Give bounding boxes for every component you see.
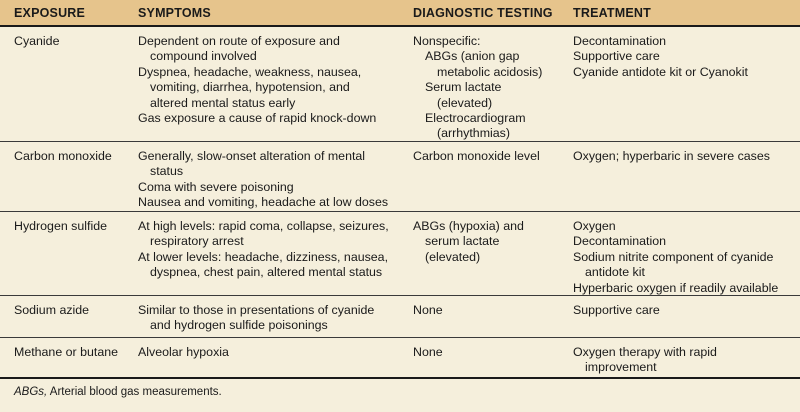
header-symptoms: SYMPTOMS: [138, 6, 211, 20]
diagnostic-cell: ABGs (hypoxia) and serum lactate (elevated): [413, 219, 524, 264]
table-row-methane-or-butane: [0, 338, 800, 377]
treatment-cell: Oxygen Decontamination Sodium nitrite component of cyanide antidote kit Hyperbaric oxygen if readily available: [573, 219, 779, 295]
treatment-cell: Decontamination Supportive care Cyanide antidote kit or Cyanokit: [573, 34, 748, 79]
table-row-cyanide: [0, 27, 800, 142]
treatment-cell: Oxygen; hyperbaric in severe cases: [573, 149, 770, 163]
footnote-text: Arterial blood gas measurements.: [47, 386, 222, 398]
exposure-cell: Cyanide: [14, 34, 60, 48]
symptoms-cell: Dependent on route of exposure and compound involved Dyspnea, headache, weakness, nausea, vomiting, diarrhea, hypotension, and altered mental status early Gas exposure a cause of rapid knock-down: [138, 34, 377, 126]
header-diagnostic-testing: DIAGNOSTIC TESTING: [413, 6, 553, 20]
diagnostic-cell: None: [413, 345, 443, 359]
diagnostic-cell: Nonspecific: ABGs (anion gap metabolic acidosis) Serum lactate (elevated) Electrocardiogram (arrhythmias): [413, 34, 543, 141]
header-exposure: EXPOSURE: [14, 6, 86, 20]
treatment-cell: Oxygen therapy with rapid improvement: [573, 345, 717, 375]
table-row-sodium-azide: [0, 296, 800, 338]
table-header-row: [0, 0, 800, 27]
header-treatment: TREATMENT: [573, 6, 651, 20]
exposure-cell: Methane or butane: [14, 345, 119, 359]
treatment-cell: Supportive care: [573, 303, 660, 317]
exposure-cell: Sodium azide: [14, 303, 90, 317]
exposure-cell: Carbon monoxide: [14, 149, 112, 163]
symptoms-cell: Similar to those in presentations of cyanide and hydrogen sulfide poisonings: [138, 303, 375, 333]
table-row-hydrogen-sulfide: [0, 212, 800, 296]
symptoms-cell: Generally, slow-onset alteration of mental status Coma with severe poisoning Nausea and vomiting, headache at low doses: [138, 149, 389, 210]
exposure-cell: Hydrogen sulfide: [14, 219, 107, 233]
diagnostic-cell: Carbon monoxide level: [413, 149, 540, 163]
footnote-abbreviation: ABGs,: [14, 386, 48, 398]
symptoms-cell: At high levels: rapid coma, collapse, seizures, respiratory arrest At lower levels: headache, dizziness, nausea, dyspnea, chest pain, altered mental status: [138, 219, 389, 280]
table-footnote: [14, 386, 222, 398]
symptoms-cell: Alveolar hypoxia: [138, 345, 229, 359]
table-row-carbon-monoxide: [0, 142, 800, 212]
diagnostic-cell: None: [413, 303, 443, 317]
